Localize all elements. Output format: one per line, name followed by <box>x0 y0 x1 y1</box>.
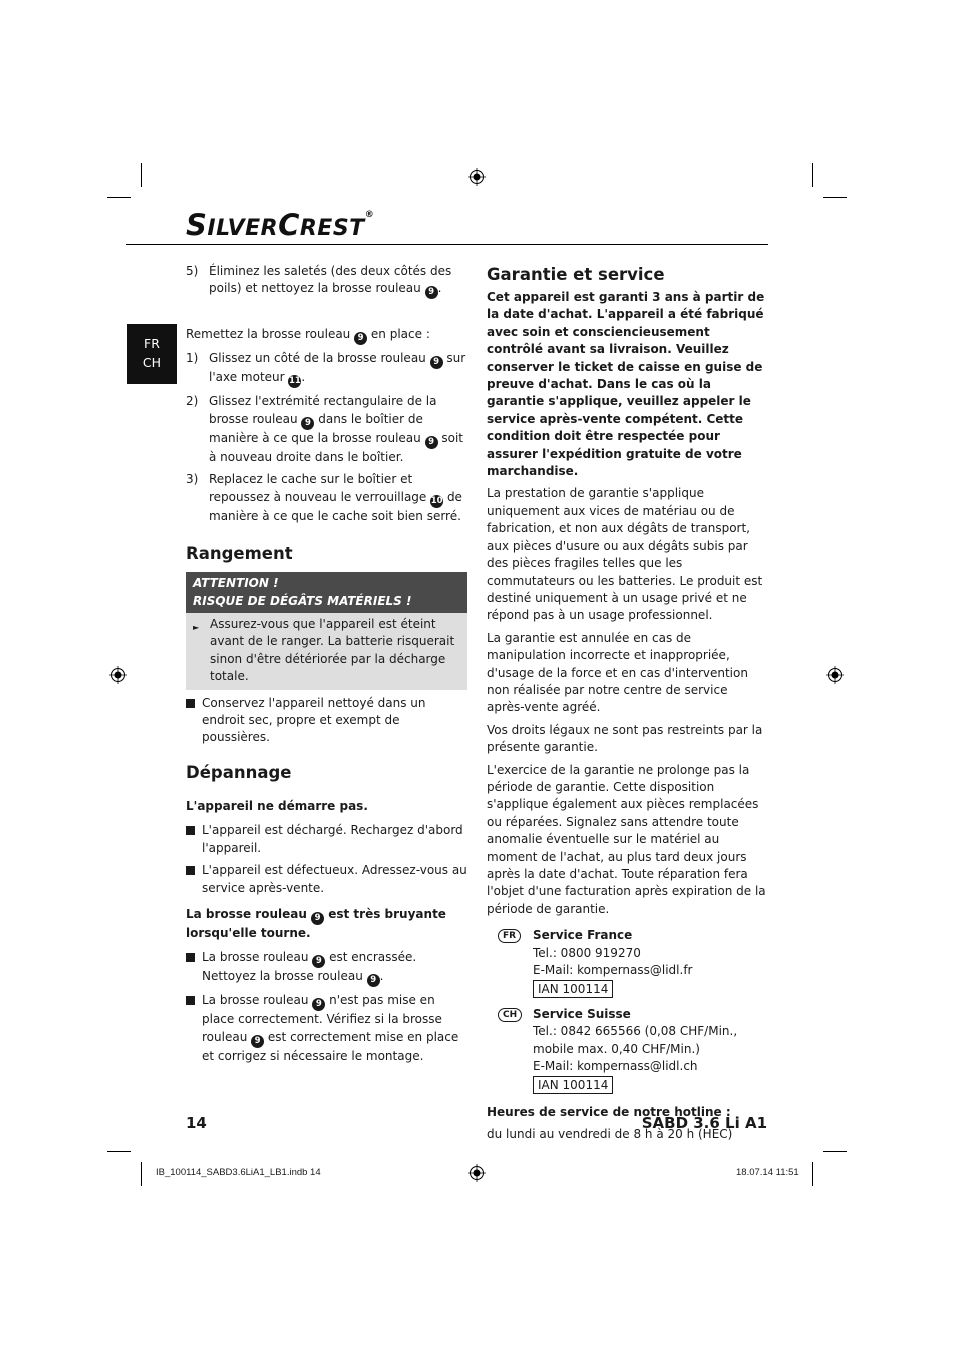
callout-9-icon: 9 <box>430 356 443 369</box>
callout-9-icon: 9 <box>354 332 367 345</box>
print-date-info: 18.07.14 11:51 <box>736 1167 799 1178</box>
right-column <box>487 265 768 1144</box>
callout-9-icon: 9 <box>312 998 325 1011</box>
garantie-paragraph: La prestation de garantie s'applique uniquement aux vices de matériau ou de fabrication, et non aux dégâts de transport, aux pièces d'usure ou aux dégâts subis par des pièces fragiles telles que les commutateurs ou les batteries. Le produit est destiné uniquement à un usage privé et ne répond pas à un usage professionnel. <box>487 486 763 623</box>
garantie-paragraph: L'exercice de la garantie ne prolonge pas la période de garantie. Cette disposition s'applique également aux pièces remplacées ou réparées. Signalez sans attendre toute anomalie éventuelle sur le matériel au moment de l'achat, au plus tard deux jours après la date d'achat. Toute réparation fera l'objet d'une facturation après expiration de la période de garantie. <box>487 762 766 916</box>
refit-intro: Remettez la brosse rouleau 9 en place : <box>186 327 430 344</box>
page-number: 14 <box>186 1114 207 1132</box>
step-2: 2) Glissez l'extrémité rectangulaire de la brosse rouleau 9 dans le boîtier de manière à ce que la brosse rouleau 9 soit à nouveau droite dans le boîtier. <box>186 394 464 464</box>
arrow-icon: ► <box>193 623 200 633</box>
country-badge-fr: FR <box>498 929 521 943</box>
brand-logo: SILVERCREST® <box>186 208 375 242</box>
warning-body: ► Assurez-vous que l'appareil est éteint avant de le ranger. La batterie risquerait sinon d'être détériorée par la décharge totale. <box>186 613 467 690</box>
ian-box: IAN 100114 <box>533 1076 613 1094</box>
crop-mark <box>107 197 131 198</box>
callout-9-icon: 9 <box>301 417 314 430</box>
problem-2-bullet: La brosse rouleau 9 est encrassée. Nettoyez la brosse rouleau 9 . <box>186 949 467 987</box>
callout-10-icon: 10 <box>430 495 443 506</box>
problem-1-bullet: L'appareil est défectueux. Adressez-vous au service après-vente. <box>186 862 467 897</box>
crop-mark <box>812 163 813 187</box>
hotline-hours: du lundi au vendredi de 8 h à 20 h (HEC) <box>487 1127 733 1142</box>
registration-mark-icon <box>468 168 486 186</box>
crop-mark <box>812 1162 813 1186</box>
rangement-heading: Rangement <box>186 544 293 564</box>
step-1: 1) Glissez un côté de la brosse rouleau 9 sur l'axe moteur 11. <box>186 351 466 387</box>
garantie-heading: Garantie et service <box>487 265 665 284</box>
callout-9-icon: 9 <box>425 286 438 299</box>
model-name: SABD 3.6 Li A1 <box>641 1114 767 1132</box>
problem-2-bullet: La brosse rouleau 9 n'est pas mise en place correctement. Vérifiez si la brosse rouleau 9 est correctement mise en place et corrigez si nécessaire le montage. <box>186 992 467 1065</box>
problem-1-bullet: L'appareil est déchargé. Rechargez d'abord l'appareil. <box>186 822 467 857</box>
callout-9-icon: 9 <box>425 436 438 449</box>
service-france: FR Service France Tel.: 0800 919270 E-Mail: kompernass@lidl.fr IAN 100114 <box>487 927 768 999</box>
print-file-info: IB_100114_SABD3.6LiA1_LB1.indb 14 <box>156 1167 321 1178</box>
callout-9-icon: 9 <box>311 912 324 925</box>
ian-box: IAN 100114 <box>533 980 613 998</box>
registration-mark-icon <box>468 1164 486 1182</box>
warning-header: ATTENTION ! RISQUE DE DÉGÂTS MATÉRIELS ! <box>186 572 467 613</box>
country-badge-ch: CH <box>498 1008 522 1022</box>
callout-9-icon: 9 <box>312 955 325 968</box>
step-5: 5) Éliminez les saletés (des deux côtés des poils) et nettoyez la brosse rouleau 9 . <box>186 264 452 298</box>
garantie-paragraph: Vos droits légaux ne sont pas restreints par la présente garantie. <box>487 722 763 755</box>
depannage-heading: Dépannage <box>186 762 292 782</box>
crop-mark <box>823 197 847 198</box>
step-3: 3) Replacez le cache sur le boîtier et repoussez à nouveau le verrouillage 10 de manière à ce que le cache soit bien serré. <box>186 472 462 523</box>
garantie-paragraph: La garantie est annulée en cas de manipulation incorrecte et inappropriée, d'usage de la force et en cas d'intervention non réalisée par notre centre de service après-vente agréé. <box>487 630 748 715</box>
hotline-heading: Heures de service de notre hotline : <box>487 1104 731 1119</box>
garantie-intro: Cet appareil est garanti 3 ans à partir de la date d'achat. L'appareil a été fabriqué avec soin et consciencieusement contrôlé avant sa livraison. Veuillez conserver le ticket de caisse en guise de preuve d'achat. Dans le cas où la garantie s'applique, veuillez appeler le service après-vente compétent. Cette condition doit être respectée pour assurer l'expédition gratuite de votre marchandise. <box>487 290 765 479</box>
left-column <box>186 263 467 1065</box>
service-suisse: CH Service Suisse Tel.: 0842 665566 (0,08 CHF/Min., mobile max. 0,40 CHF/Min.) E-Mail: kompernass@lidl.ch IAN 100114 <box>487 1006 768 1095</box>
language-tab: FR CH <box>127 324 177 384</box>
warning-box <box>186 572 467 690</box>
crop-mark <box>141 163 142 187</box>
problem-2: La brosse rouleau 9 est très bruyante lorsqu'elle tourne. <box>186 906 446 940</box>
callout-11-icon: 11 <box>288 376 301 387</box>
crop-mark <box>141 1162 142 1186</box>
crop-mark <box>823 1151 847 1152</box>
crop-mark <box>107 1151 131 1152</box>
registration-mark-icon <box>826 666 844 684</box>
rangement-bullet: Conservez l'appareil nettoyé dans un endroit sec, propre et exempt de poussières. <box>186 695 467 747</box>
callout-9-icon: 9 <box>251 1035 264 1048</box>
callout-9-icon: 9 <box>367 974 380 987</box>
problem-1: L'appareil ne démarre pas. <box>186 798 368 813</box>
header-rule <box>126 244 768 245</box>
registration-mark-icon <box>109 666 127 684</box>
